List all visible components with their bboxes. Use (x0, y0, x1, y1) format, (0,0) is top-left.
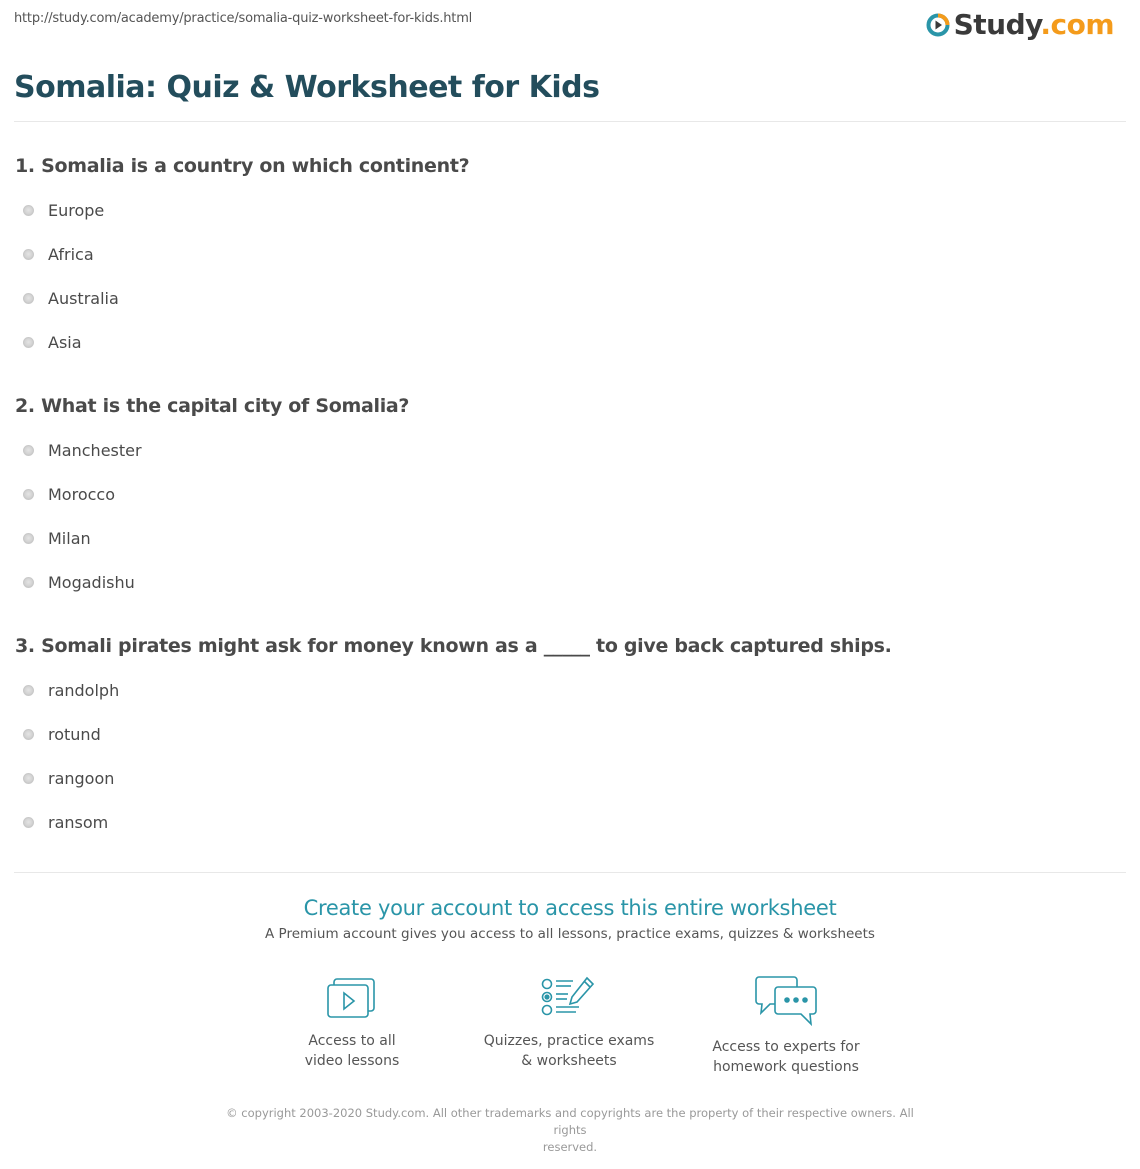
page-url: http://study.com/academy/practice/somalia-quiz-worksheet-for-kids.html (14, 11, 473, 26)
radio-button[interactable] (23, 249, 34, 260)
q1-option-1[interactable]: Europe (23, 199, 104, 221)
quiz-checklist-icon (541, 975, 597, 1021)
divider (14, 872, 1126, 873)
page-title: Somalia: Quiz & Worksheet for Kids (14, 70, 600, 105)
radio-button[interactable] (23, 533, 34, 544)
radio-button[interactable] (23, 773, 34, 784)
q3-option-1[interactable]: randolph (23, 679, 119, 701)
chat-bubbles-icon (754, 975, 818, 1027)
q1-option-3[interactable]: Australia (23, 287, 119, 309)
q1-option-2[interactable]: Africa (23, 243, 94, 265)
logo-wordmark: Study.com (953, 8, 1114, 41)
q3-option-2[interactable]: rotund (23, 723, 101, 745)
cta-title[interactable]: Create your account to access this entire worksheet (303, 896, 837, 920)
radio-button[interactable] (23, 489, 34, 500)
cta-subtitle: A Premium account gives you access to all lessons, practice exams, quizzes & worksheets (265, 926, 875, 942)
radio-button[interactable] (23, 293, 34, 304)
q2-option-2[interactable]: Morocco (23, 483, 115, 505)
radio-button[interactable] (23, 577, 34, 588)
q2-option-4[interactable]: Mogadishu (23, 571, 135, 593)
radio-button[interactable] (23, 817, 34, 828)
q1-option-4[interactable]: Asia (23, 331, 82, 353)
feature-video-lessons: Access to all video lessons (252, 975, 452, 1071)
q3-option-3[interactable]: rangoon (23, 767, 114, 789)
question-1: 1. Somalia is a country on which continent? (15, 155, 470, 177)
copyright-notice: © copyright 2003-2020 Study.com. All other trademarks and copyrights are the property of their respective owners. All rights reserved. (226, 1106, 914, 1154)
radio-button[interactable] (23, 445, 34, 456)
radio-button[interactable] (23, 337, 34, 348)
video-lessons-icon (326, 975, 378, 1021)
radio-button[interactable] (23, 729, 34, 740)
feature-quizzes: Quizzes, practice exams & worksheets (469, 975, 669, 1071)
question-3: 3. Somali pirates might ask for money known as a _____ to give back captured ships. (15, 635, 892, 657)
study-logo-icon (926, 13, 950, 37)
q3-option-4[interactable]: ransom (23, 811, 108, 833)
q2-option-3[interactable]: Milan (23, 527, 91, 549)
radio-button[interactable] (23, 205, 34, 216)
q2-option-1[interactable]: Manchester (23, 439, 142, 461)
study-logo[interactable] (926, 8, 1114, 41)
radio-button[interactable] (23, 685, 34, 696)
divider (14, 121, 1126, 122)
feature-experts: Access to experts for homework questions (686, 975, 886, 1077)
question-2: 2. What is the capital city of Somalia? (15, 395, 410, 417)
